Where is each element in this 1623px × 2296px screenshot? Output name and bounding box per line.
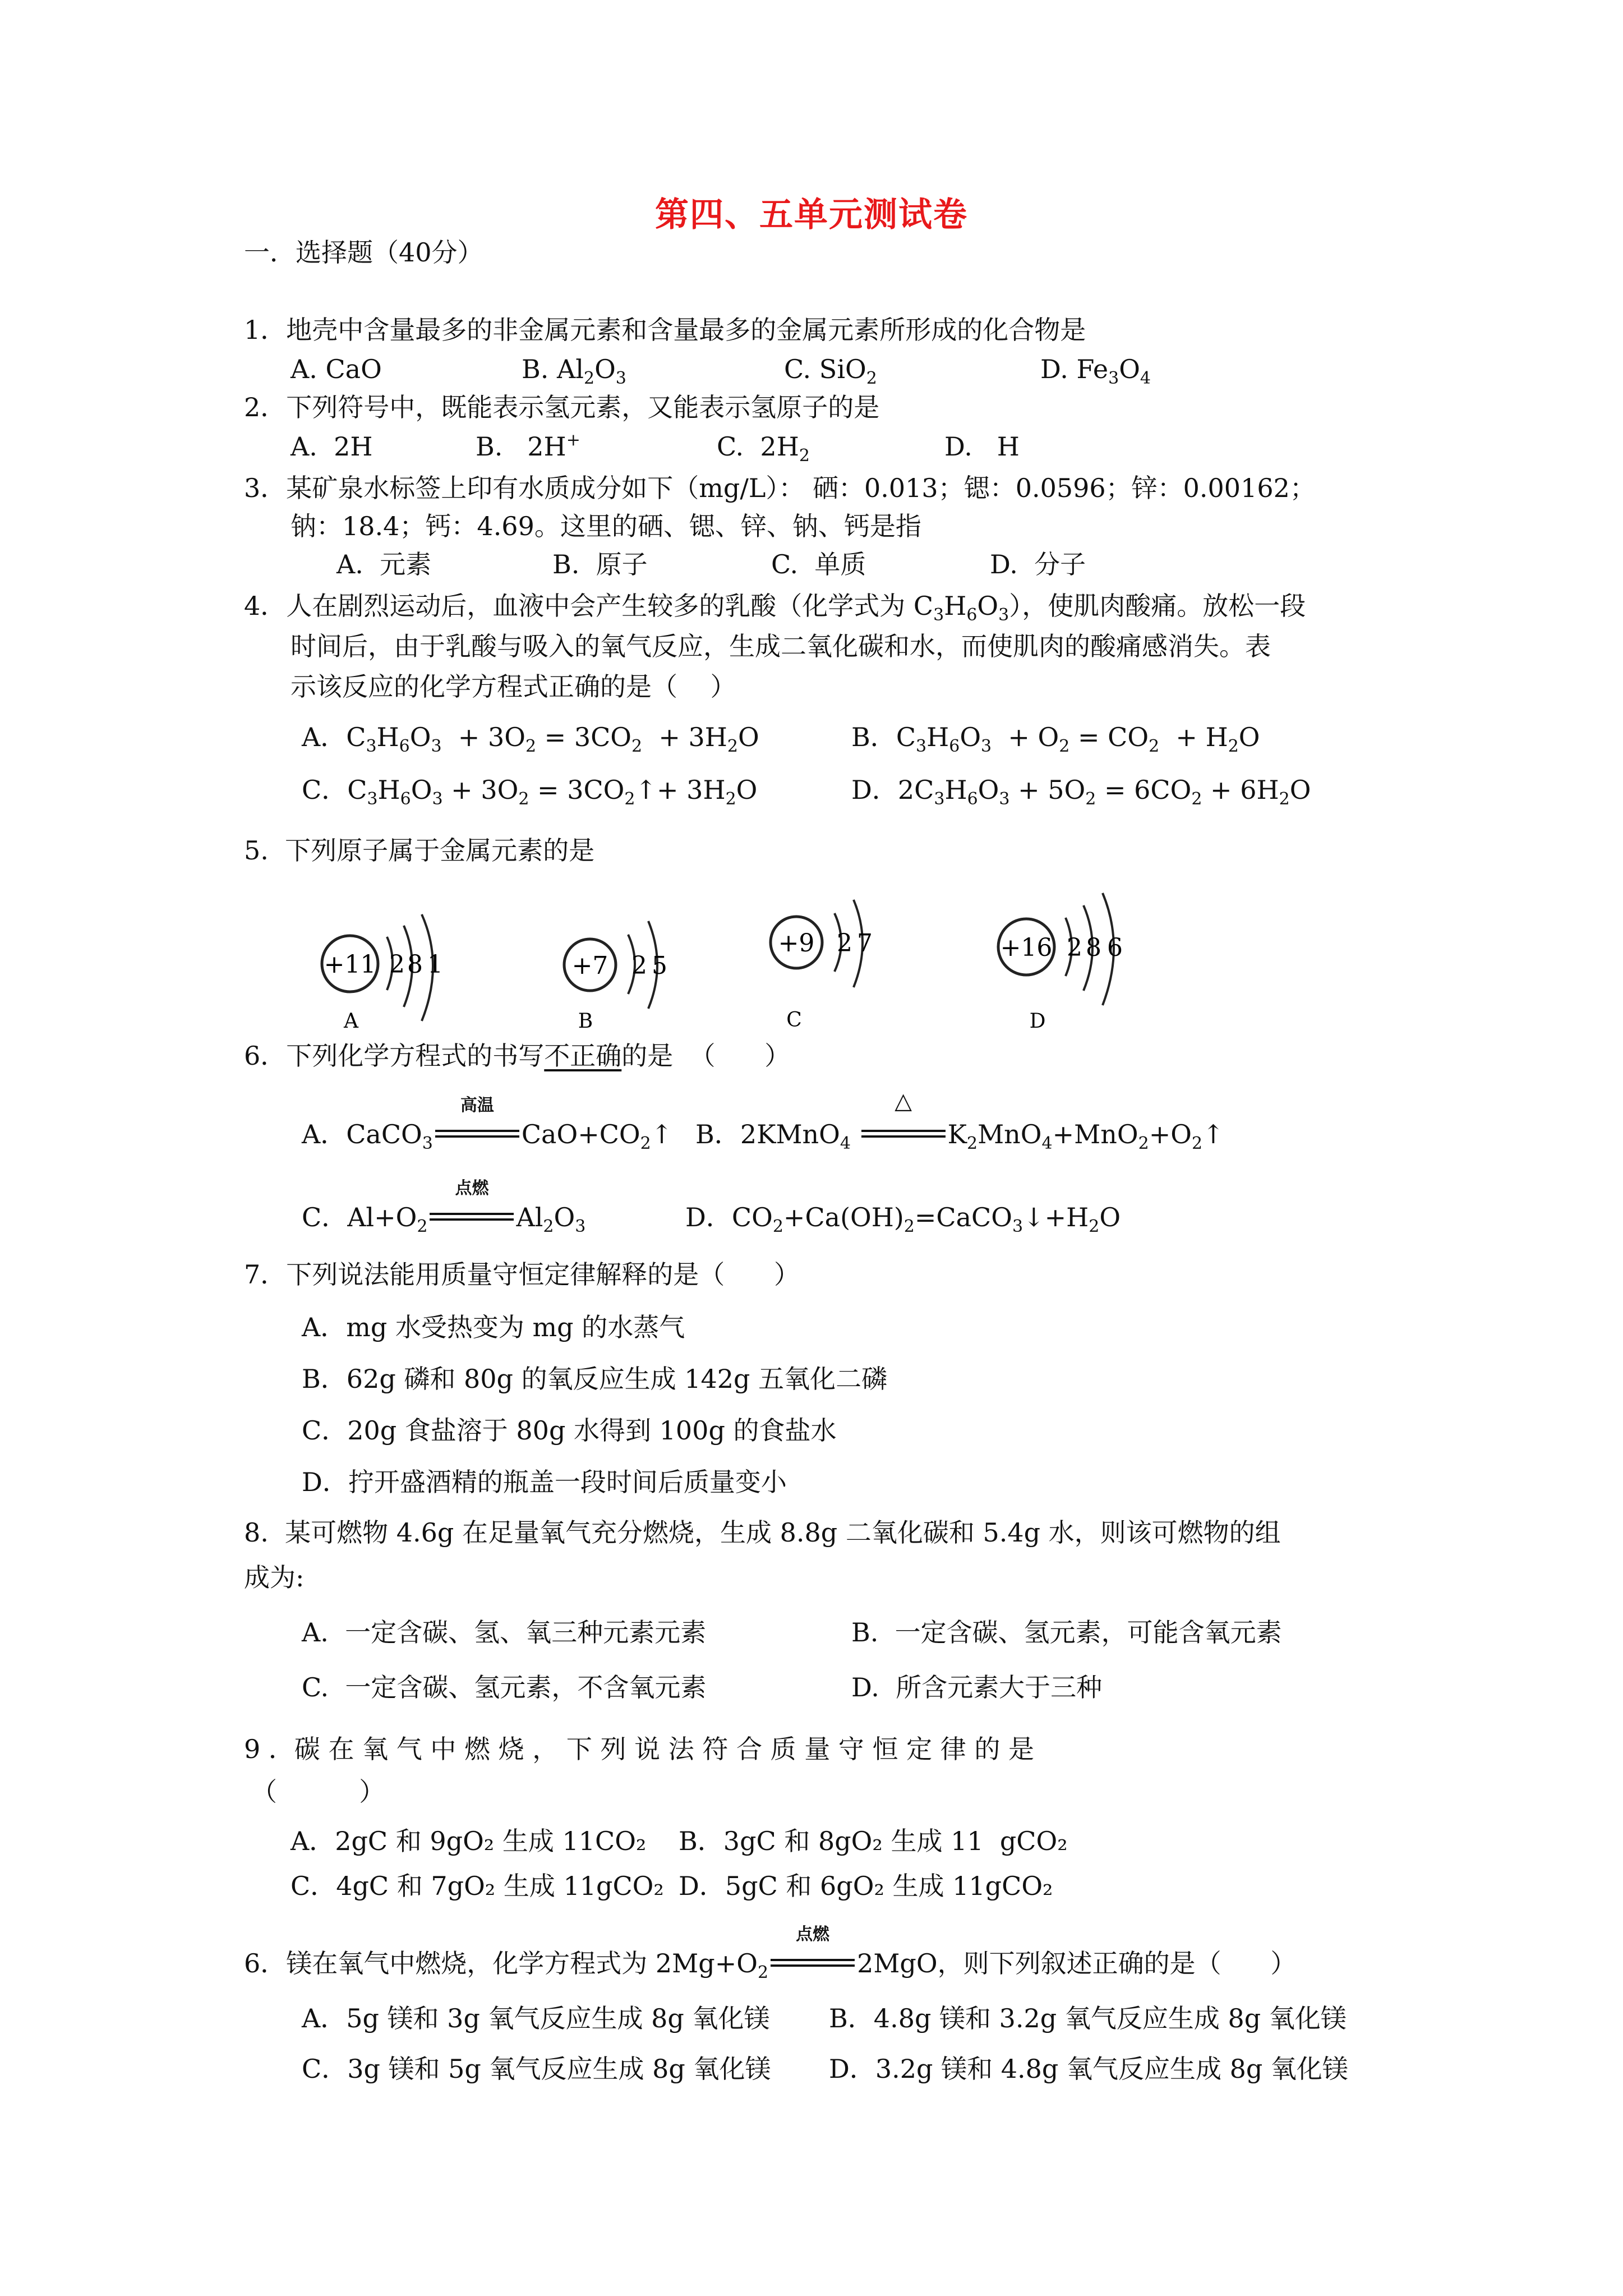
atom-c-shell-2: 7 [857,929,873,958]
question-1-stem: 1．地壳中含量最多的非金属元素和含量最多的金属元素所形成的化合物是 [244,315,1086,345]
atom-c [771,900,873,1032]
q10-option-c: C．3g 镁和 5g 氧气反应生成 8g 氧化镁 [302,2054,771,2084]
question-4-stem-line-2: 时间后，由于乳酸与吸入的氧气反应，生成二氧化碳和水，而使肌肉的酸痛感消失。表 [291,631,1271,661]
q2-option-c: C. $2H_2$ [717,431,810,466]
q8-option-b: B. 一定含碳、氢元素，可能含氧元素 [851,1617,1282,1648]
q8-option-c: C. 一定含碳、氢元素，不含氧元素 [302,1672,707,1703]
q10-option-a: A．5g 镁和 3g 氧气反应生成 8g 氧化镁 [302,2003,770,2033]
q6-option-c: C．$Al+O_2$ 点燃 $Al_2O_3$ [302,1179,586,1236]
q7-option-d: D．拧开盛酒精的瓶盖一段时间后质量变小 [302,1467,787,1497]
page-title: 第四、五单元测试卷 [655,195,968,234]
atom-a [322,914,443,1033]
q8-option-a: A. 一定含碳、氢、氧三种元素元素 [302,1617,707,1648]
atom-a-shell-1: 2 [389,950,405,979]
question-3-stem-line-1: 3．某矿泉水标签上印有水质成分如下（mg/L）： 硒：0.013；锶：0.0596；锌：0.00162； [244,473,1316,503]
atom-diagrams [303,881,1368,1038]
question-9-stem-line-2: （ ） [251,1777,385,1807]
q3-option-c: C. 单质 [771,549,866,579]
atom-d-shell-2: 8 [1086,933,1101,962]
atom-a-shell-2: 8 [407,950,423,979]
atom-structure-svg [303,881,1368,1038]
question-4-stem-line-3: 示该反应的化学方程式正确的是（ ） [291,671,736,702]
atom-b-label: B [578,1010,593,1033]
question-3-stem-line-2: 钠：18.4；钙：4.69。这里的硒、锶、锌、钠、钙是指 [291,511,921,541]
condition-heat: △ [859,1117,948,1151]
atom-b-nucleus: +7 [571,951,608,980]
question-5-stem: 5. 下列原子属于金属元素的是 [244,835,595,866]
q9-option-a: A．2gC 和 9gO₂ 生成 11CO₂ [291,1826,647,1856]
q4-option-d: D．$2C_3H_6O_3 + 5O_2 = 6CO_2 + 6H_2O$ [851,775,1311,809]
q7-option-c: C．20g 食盐溶于 80g 水得到 100g 的食盐水 [302,1415,837,1446]
q1-option-b: B. $Al_2O_3$ [522,354,626,388]
q2-option-a: A. 2H [291,431,373,462]
q1-option-a: A. CaO [291,354,382,384]
atom-a-shell-3: 1 [427,950,443,979]
atom-b-shell-1: 2 [631,951,647,980]
question-8-stem-line-1: 8. 某可燃物 4.6g 在足量氧气充分燃烧，生成 8.8g 二氧化碳和 5.4g 水，则该可燃物的组 [244,1517,1281,1548]
question-7-stem: 7．下列说法能用质量守恒定律解释的是（ ） [244,1259,800,1290]
atom-b [564,921,667,1033]
q6-option-a: A．CaCO$_3$ 高温 $CaO+CO_2↑$ [302,1096,673,1153]
atom-d [998,893,1123,1033]
q3-option-b: B. 原子 [552,549,648,579]
q9-option-b: B．3gC 和 8gO₂ 生成 11 gCO₂ [679,1826,1068,1856]
q6-option-b: B．2KMnO$_4$ △ $K_2MnO_4+MnO_2+O_2↑$ [695,1088,1224,1153]
q10-option-b: B．4.8g 镁和 3.2g 氧气反应生成 8g 氧化镁 [829,2003,1347,2033]
q1-option-d: D. $Fe_3O_4$ [1040,354,1151,388]
q9-option-c: C．4gC 和 7gO₂ 生成 11gCO₂ [291,1871,664,1901]
q3-option-a: A. 元素 [336,549,432,579]
atom-d-shell-1: 2 [1067,933,1082,962]
condition-ignite-2: 点燃 [768,1947,857,1980]
atom-d-nucleus: +16 [1000,933,1053,962]
atom-c-shell-1: 2 [837,929,852,958]
q7-option-a: A．mg 水受热变为 mg 的水蒸气 [302,1312,685,1342]
question-4-stem-line-1: 4．人在剧烈运动后，血液中会产生较多的乳酸（化学式为 $C_3H_6O_3$），使肌肉酸痛。放松一段 [244,591,1306,625]
atom-a-label: A [344,1010,358,1033]
atom-d-label: D [1029,1010,1046,1033]
q7-option-b: B．62g 磷和 80g 的氧反应生成 142g 五氧化二磷 [302,1364,888,1394]
q9-option-d: D．5gC 和 6gO₂ 生成 11gCO₂ [679,1871,1053,1901]
q1-option-c: C. SiO$_2$ [784,354,877,388]
question-6-stem: 6．下列化学方程式的书写不正确的是 （ ） [244,1041,791,1071]
q10-option-d: D．3.2g 镁和 4.8g 氧气反应生成 8g 氧化镁 [829,2054,1348,2084]
q4-option-a: A．$C_3H_6O_3 + 3O_2 = 3CO_2 + 3H_2O$ [302,722,759,756]
question-8-stem-line-2: 成为: [244,1562,305,1593]
q4-option-b: B．$C_3H_6O_3 + O_2 = CO_2 + H_2O$ [851,722,1260,756]
atom-c-label: C [786,1009,802,1032]
atom-b-shell-2: 5 [652,951,667,980]
condition-ignite: 点燃 [427,1200,516,1234]
question-10-stem: 6．镁在氧气中燃烧，化学方程式为 $2Mg+O_2$ 点燃 2MgO，则下列叙述正确的是（ ） [244,1925,1297,1982]
condition-high-temp: 高温 [433,1117,522,1151]
q4-option-c: C．$C_3H_6O_3 + 3O_2$ = $3CO_2↑+ 3H_2O$ [302,775,758,809]
q6-option-d: D．$CO_2+Ca(OH)_2=CaCO_3↓+H_2O$ [685,1202,1121,1236]
atom-d-shell-3: 6 [1107,933,1123,962]
q2-option-d: D. H [944,431,1020,462]
q8-option-d: D. 所含元素大于三种 [851,1672,1103,1703]
atom-c-nucleus: +9 [778,929,815,958]
question-2-stem: 2．下列符号中，既能表示氢元素，又能表示氢原子的是 [244,392,880,422]
question-9-stem-line-1: 9 ．碳 在 氧 气 中 燃 烧 ， 下 列 说 法 符 合 质 量 守 恒 定 律 的 是 [244,1734,1034,1764]
not-correct-emphasis: 不正确 [544,1041,622,1071]
atom-a-nucleus: +11 [324,950,376,979]
q3-option-d: D. 分子 [990,549,1086,579]
q2-option-b: B. 2H+ [476,430,580,462]
section-heading: 一．选择题（40分） [244,237,483,268]
